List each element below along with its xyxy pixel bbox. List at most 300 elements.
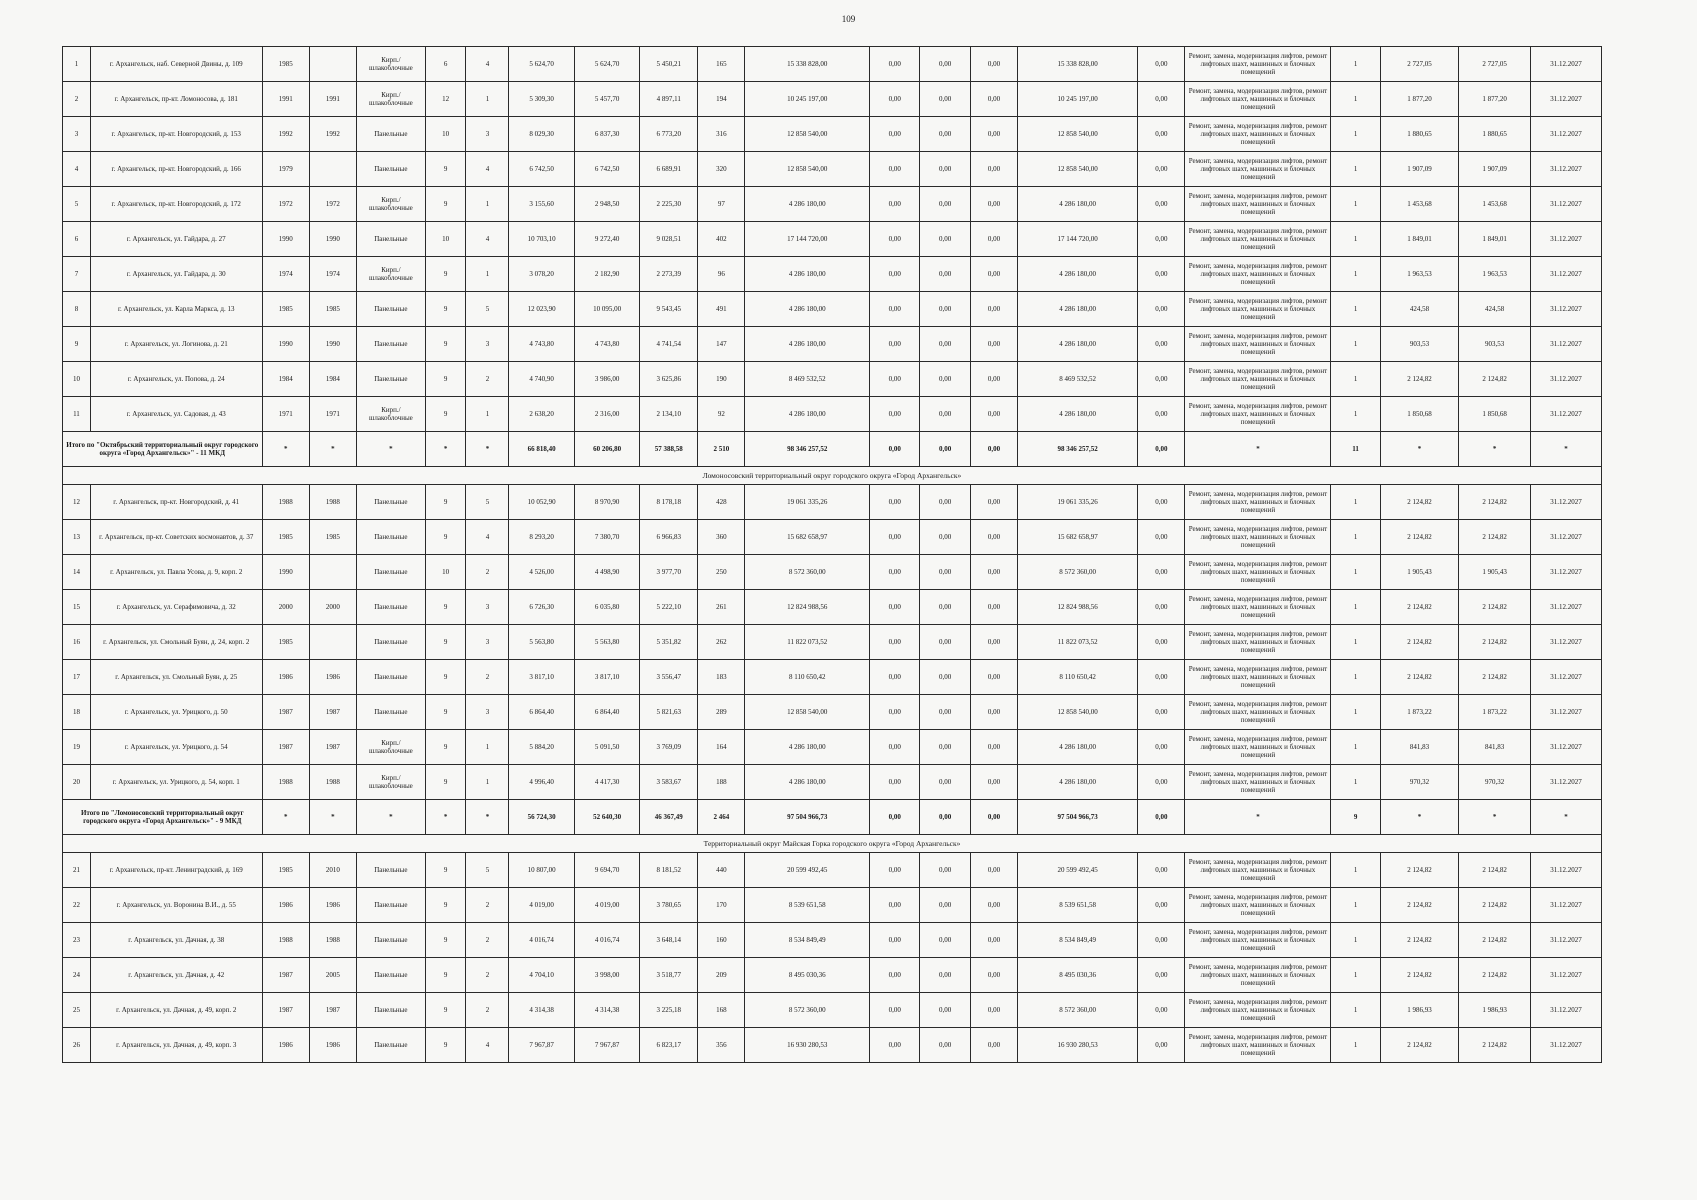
build-year-cell: 1987 bbox=[262, 993, 309, 1028]
build-year-cell: 1988 bbox=[262, 485, 309, 520]
unit-cost-cell: 1 849,01 bbox=[1380, 222, 1458, 257]
table-row bbox=[63, 853, 1602, 888]
renovation-year-cell: 1987 bbox=[309, 695, 356, 730]
quantity-cell: 1 bbox=[1331, 590, 1380, 625]
total-cost-cell: 12 858 540,00 bbox=[745, 695, 869, 730]
residents-cell: 190 bbox=[698, 362, 745, 397]
unit-cost-cell: 2 727,05 bbox=[1380, 47, 1458, 82]
fund-cell: 0,00 bbox=[869, 923, 919, 958]
completion-date-cell: 31.12.2027 bbox=[1531, 1028, 1602, 1063]
residential-area-cell: 3 625,86 bbox=[640, 362, 698, 397]
residential-area-cell: 9 543,45 bbox=[640, 292, 698, 327]
regional-budget-cell: 0,00 bbox=[920, 397, 970, 432]
local-budget-cell: 0,00 bbox=[970, 520, 1017, 555]
placeholder-mark: * bbox=[425, 432, 466, 467]
renovation-year-cell: 1986 bbox=[309, 1028, 356, 1063]
wall-material-cell: Панельные bbox=[357, 695, 426, 730]
fund-cell: 0,00 bbox=[869, 730, 919, 765]
residential-area-cell: 9 028,51 bbox=[640, 222, 698, 257]
regional-budget-cell: 0,00 bbox=[920, 590, 970, 625]
local-budget-cell: 0,00 bbox=[970, 765, 1017, 800]
owners-funds-cell: 12 824 988,56 bbox=[1018, 590, 1138, 625]
section-title: Территориальный округ Майская Горка городского округа «Город Архангельск» bbox=[63, 835, 1602, 853]
section-header-row bbox=[63, 835, 1602, 853]
renovation-year-cell: 1990 bbox=[309, 222, 356, 257]
other-funds-cell: 0,00 bbox=[1138, 485, 1185, 520]
wall-material-cell: Панельные bbox=[357, 327, 426, 362]
total-s2-cell: 52 640,30 bbox=[574, 800, 639, 835]
unit-cost-cell: 1 877,20 bbox=[1380, 82, 1458, 117]
unit-cost-cell: 2 124,82 bbox=[1380, 520, 1458, 555]
premises-area-cell: 6 864,40 bbox=[574, 695, 639, 730]
placeholder-mark: * bbox=[1380, 432, 1458, 467]
unit-cost-cell: 2 124,82 bbox=[1380, 485, 1458, 520]
residents-cell: 164 bbox=[698, 730, 745, 765]
residents-cell: 320 bbox=[698, 152, 745, 187]
total-cost-cell: 4 286 180,00 bbox=[745, 397, 869, 432]
local-budget-cell: 0,00 bbox=[970, 222, 1017, 257]
quantity-cell: 1 bbox=[1331, 765, 1380, 800]
max-unit-cost-cell: 2 124,82 bbox=[1459, 923, 1531, 958]
max-unit-cost-cell: 1 880,65 bbox=[1459, 117, 1531, 152]
placeholder-mark: * bbox=[1459, 800, 1531, 835]
renovation-year-cell: 1988 bbox=[309, 765, 356, 800]
work-type-cell: Ремонт, замена, модернизация лифтов, ремонт лифтовых шахт, машинных и блочных помещений bbox=[1185, 958, 1331, 993]
floors-cell: 9 bbox=[425, 397, 466, 432]
regional-budget-cell: 0,00 bbox=[920, 660, 970, 695]
table-row bbox=[63, 187, 1602, 222]
renovation-year-cell: 1991 bbox=[309, 82, 356, 117]
fund-cell: 0,00 bbox=[869, 222, 919, 257]
table-row bbox=[63, 485, 1602, 520]
work-type-cell: Ремонт, замена, модернизация лифтов, ремонт лифтовых шахт, машинных и блочных помещений bbox=[1185, 327, 1331, 362]
address-cell: г. Архангельск, наб. Северной Двины, д. 109 bbox=[90, 47, 262, 82]
regional-budget-cell: 0,00 bbox=[920, 222, 970, 257]
local-budget-cell: 0,00 bbox=[970, 625, 1017, 660]
residents-cell: 194 bbox=[698, 82, 745, 117]
max-unit-cost-cell: 1 873,22 bbox=[1459, 695, 1531, 730]
row-number: 20 bbox=[63, 765, 91, 800]
work-type-cell: Ремонт, замена, модернизация лифтов, ремонт лифтовых шахт, машинных и блочных помещений bbox=[1185, 292, 1331, 327]
renovation-year-cell: 1986 bbox=[309, 660, 356, 695]
entrances-cell: 1 bbox=[466, 765, 509, 800]
floors-cell: 9 bbox=[425, 625, 466, 660]
residential-area-cell: 2 273,39 bbox=[640, 257, 698, 292]
total-cost-cell: 8 572 360,00 bbox=[745, 555, 869, 590]
local-budget-cell: 0,00 bbox=[970, 187, 1017, 222]
residential-area-cell: 2 225,30 bbox=[640, 187, 698, 222]
unit-cost-cell: 1 963,53 bbox=[1380, 257, 1458, 292]
entrances-cell: 3 bbox=[466, 625, 509, 660]
local-budget-cell: 0,00 bbox=[970, 82, 1017, 117]
housing-repair-table bbox=[62, 46, 1602, 1063]
row-number: 7 bbox=[63, 257, 91, 292]
address-cell: г. Архангельск, ул. Дачная, д. 49, корп. 2 bbox=[90, 993, 262, 1028]
address-cell: г. Архангельск, ул. Гайдара, д. 27 bbox=[90, 222, 262, 257]
row-number: 11 bbox=[63, 397, 91, 432]
row-number: 21 bbox=[63, 853, 91, 888]
premises-area-cell: 4 498,90 bbox=[574, 555, 639, 590]
local-budget-cell: 0,00 bbox=[970, 257, 1017, 292]
completion-date-cell: 31.12.2027 bbox=[1531, 695, 1602, 730]
renovation-year-cell: 1974 bbox=[309, 257, 356, 292]
residents-cell: 96 bbox=[698, 257, 745, 292]
total-z3-cell: 0,00 bbox=[970, 800, 1017, 835]
work-type-cell: Ремонт, замена, модернизация лифтов, ремонт лифтовых шахт, машинных и блочных помещений bbox=[1185, 555, 1331, 590]
total-cost-cell: 4 286 180,00 bbox=[745, 327, 869, 362]
unit-cost-cell: 1 905,43 bbox=[1380, 555, 1458, 590]
owners-funds-cell: 11 822 073,52 bbox=[1018, 625, 1138, 660]
total-sum-cell: 97 504 966,73 bbox=[745, 800, 869, 835]
local-budget-cell: 0,00 bbox=[970, 730, 1017, 765]
completion-date-cell: 31.12.2027 bbox=[1531, 292, 1602, 327]
renovation-year-cell bbox=[309, 152, 356, 187]
regional-budget-cell: 0,00 bbox=[920, 625, 970, 660]
total-cost-cell: 10 245 197,00 bbox=[745, 82, 869, 117]
total-cost-cell: 15 338 828,00 bbox=[745, 47, 869, 82]
wall-material-cell: Кирп./ шлакоблочные bbox=[357, 730, 426, 765]
entrances-cell: 2 bbox=[466, 660, 509, 695]
renovation-year-cell: 1971 bbox=[309, 397, 356, 432]
address-cell: г. Архангельск, ул. Урицкого, д. 50 bbox=[90, 695, 262, 730]
other-funds-cell: 0,00 bbox=[1138, 555, 1185, 590]
total-cost-cell: 4 286 180,00 bbox=[745, 292, 869, 327]
owners-funds-cell: 12 858 540,00 bbox=[1018, 117, 1138, 152]
premises-area-cell: 2 948,50 bbox=[574, 187, 639, 222]
build-year-cell: 1986 bbox=[262, 660, 309, 695]
quantity-cell: 1 bbox=[1331, 82, 1380, 117]
residents-cell: 165 bbox=[698, 47, 745, 82]
max-unit-cost-cell: 841,83 bbox=[1459, 730, 1531, 765]
residents-cell: 168 bbox=[698, 993, 745, 1028]
other-funds-cell: 0,00 bbox=[1138, 397, 1185, 432]
placeholder-mark: * bbox=[466, 432, 509, 467]
total-cost-cell: 19 061 335,26 bbox=[745, 485, 869, 520]
renovation-year-cell: 1992 bbox=[309, 117, 356, 152]
wall-material-cell: Кирп./ шлакоблочные bbox=[357, 187, 426, 222]
address-cell: г. Архангельск, пр-кт. Ломоносова, д. 181 bbox=[90, 82, 262, 117]
total-z4-cell: 0,00 bbox=[1138, 432, 1185, 467]
renovation-year-cell: 1972 bbox=[309, 187, 356, 222]
row-number: 24 bbox=[63, 958, 91, 993]
owners-funds-cell: 12 858 540,00 bbox=[1018, 152, 1138, 187]
fund-cell: 0,00 bbox=[869, 695, 919, 730]
renovation-year-cell: 1988 bbox=[309, 923, 356, 958]
owners-funds-cell: 4 286 180,00 bbox=[1018, 292, 1138, 327]
total-area-cell: 4 704,10 bbox=[509, 958, 574, 993]
completion-date-cell: 31.12.2027 bbox=[1531, 958, 1602, 993]
owners-funds-cell: 8 572 360,00 bbox=[1018, 993, 1138, 1028]
residential-area-cell: 4 897,11 bbox=[640, 82, 698, 117]
other-funds-cell: 0,00 bbox=[1138, 993, 1185, 1028]
other-funds-cell: 0,00 bbox=[1138, 520, 1185, 555]
residents-cell: 92 bbox=[698, 397, 745, 432]
unit-cost-cell: 2 124,82 bbox=[1380, 958, 1458, 993]
owners-funds-cell: 8 110 650,42 bbox=[1018, 660, 1138, 695]
regional-budget-cell: 0,00 bbox=[920, 730, 970, 765]
table-row bbox=[63, 695, 1602, 730]
local-budget-cell: 0,00 bbox=[970, 117, 1017, 152]
local-budget-cell: 0,00 bbox=[970, 292, 1017, 327]
work-type-cell: Ремонт, замена, модернизация лифтов, ремонт лифтовых шахт, машинных и блочных помещений bbox=[1185, 47, 1331, 82]
row-number: 17 bbox=[63, 660, 91, 695]
completion-date-cell: 31.12.2027 bbox=[1531, 257, 1602, 292]
max-unit-cost-cell: 1 453,68 bbox=[1459, 187, 1531, 222]
local-budget-cell: 0,00 bbox=[970, 923, 1017, 958]
regional-budget-cell: 0,00 bbox=[920, 47, 970, 82]
other-funds-cell: 0,00 bbox=[1138, 730, 1185, 765]
placeholder-mark: * bbox=[357, 432, 426, 467]
residents-cell: 440 bbox=[698, 853, 745, 888]
build-year-cell: 1979 bbox=[262, 152, 309, 187]
residential-area-cell: 3 518,77 bbox=[640, 958, 698, 993]
regional-budget-cell: 0,00 bbox=[920, 993, 970, 1028]
total-s1-cell: 66 818,40 bbox=[509, 432, 574, 467]
local-budget-cell: 0,00 bbox=[970, 485, 1017, 520]
entrances-cell: 4 bbox=[466, 222, 509, 257]
renovation-year-cell bbox=[309, 47, 356, 82]
address-cell: г. Архангельск, ул. Карла Маркса, д. 13 bbox=[90, 292, 262, 327]
address-cell: г. Архангельск, ул. Смольный Буян, д. 24, корп. 2 bbox=[90, 625, 262, 660]
regional-budget-cell: 0,00 bbox=[920, 292, 970, 327]
unit-cost-cell: 970,32 bbox=[1380, 765, 1458, 800]
premises-area-cell: 2 316,00 bbox=[574, 397, 639, 432]
total-s3-cell: 57 388,58 bbox=[640, 432, 698, 467]
owners-funds-cell: 4 286 180,00 bbox=[1018, 397, 1138, 432]
renovation-year-cell: 2010 bbox=[309, 853, 356, 888]
max-unit-cost-cell: 424,58 bbox=[1459, 292, 1531, 327]
total-cost-cell: 12 824 988,56 bbox=[745, 590, 869, 625]
completion-date-cell: 31.12.2027 bbox=[1531, 625, 1602, 660]
completion-date-cell: 31.12.2027 bbox=[1531, 485, 1602, 520]
fund-cell: 0,00 bbox=[869, 625, 919, 660]
local-budget-cell: 0,00 bbox=[970, 362, 1017, 397]
residential-area-cell: 3 780,65 bbox=[640, 888, 698, 923]
owners-funds-cell: 4 286 180,00 bbox=[1018, 765, 1138, 800]
total-area-cell: 2 638,20 bbox=[509, 397, 574, 432]
renovation-year-cell: 1987 bbox=[309, 730, 356, 765]
build-year-cell: 1985 bbox=[262, 625, 309, 660]
total-label: Итого по "Октябрьский территориальный округ городского округа «Город Архангельск»" - 11 МКД bbox=[63, 432, 263, 467]
placeholder-mark: * bbox=[1185, 800, 1331, 835]
placeholder-mark: * bbox=[309, 432, 356, 467]
entrances-cell: 5 bbox=[466, 853, 509, 888]
floors-cell: 9 bbox=[425, 1028, 466, 1063]
total-area-cell: 12 023,90 bbox=[509, 292, 574, 327]
total-area-cell: 10 052,90 bbox=[509, 485, 574, 520]
total-area-cell: 4 996,40 bbox=[509, 765, 574, 800]
address-cell: г. Архангельск, ул. Серафимовича, д. 32 bbox=[90, 590, 262, 625]
build-year-cell: 1987 bbox=[262, 958, 309, 993]
row-number: 9 bbox=[63, 327, 91, 362]
max-unit-cost-cell: 1 963,53 bbox=[1459, 257, 1531, 292]
other-funds-cell: 0,00 bbox=[1138, 362, 1185, 397]
max-unit-cost-cell: 2 124,82 bbox=[1459, 520, 1531, 555]
total-area-cell: 7 967,87 bbox=[509, 1028, 574, 1063]
premises-area-cell: 8 970,90 bbox=[574, 485, 639, 520]
table-row bbox=[63, 730, 1602, 765]
entrances-cell: 1 bbox=[466, 82, 509, 117]
residential-area-cell: 4 741,54 bbox=[640, 327, 698, 362]
residential-area-cell: 2 134,10 bbox=[640, 397, 698, 432]
table-body bbox=[63, 47, 1602, 1063]
total-cost-cell: 12 858 540,00 bbox=[745, 117, 869, 152]
table-row bbox=[63, 765, 1602, 800]
floors-cell: 9 bbox=[425, 292, 466, 327]
total-area-cell: 4 314,38 bbox=[509, 993, 574, 1028]
work-type-cell: Ремонт, замена, модернизация лифтов, ремонт лифтовых шахт, машинных и блочных помещений bbox=[1185, 695, 1331, 730]
total-area-cell: 5 624,70 bbox=[509, 47, 574, 82]
build-year-cell: 1972 bbox=[262, 187, 309, 222]
regional-budget-cell: 0,00 bbox=[920, 82, 970, 117]
unit-cost-cell: 2 124,82 bbox=[1380, 590, 1458, 625]
address-cell: г. Архангельск, ул. Дачная, д. 49, корп. 3 bbox=[90, 1028, 262, 1063]
fund-cell: 0,00 bbox=[869, 520, 919, 555]
residential-area-cell: 3 583,67 bbox=[640, 765, 698, 800]
work-type-cell: Ремонт, замена, модернизация лифтов, ремонт лифтовых шахт, машинных и блочных помещений bbox=[1185, 82, 1331, 117]
regional-budget-cell: 0,00 bbox=[920, 888, 970, 923]
total-cost-cell: 8 572 360,00 bbox=[745, 993, 869, 1028]
wall-material-cell: Панельные bbox=[357, 292, 426, 327]
total-cost-cell: 17 144 720,00 bbox=[745, 222, 869, 257]
placeholder-mark: * bbox=[1459, 432, 1531, 467]
total-area-cell: 6 726,30 bbox=[509, 590, 574, 625]
regional-budget-cell: 0,00 bbox=[920, 853, 970, 888]
fund-cell: 0,00 bbox=[869, 555, 919, 590]
build-year-cell: 1971 bbox=[262, 397, 309, 432]
unit-cost-cell: 2 124,82 bbox=[1380, 660, 1458, 695]
table-row bbox=[63, 958, 1602, 993]
address-cell: г. Архангельск, пр-кт. Ленинградский, д. 169 bbox=[90, 853, 262, 888]
wall-material-cell: Панельные bbox=[357, 923, 426, 958]
owners-funds-cell: 4 286 180,00 bbox=[1018, 327, 1138, 362]
placeholder-mark: * bbox=[262, 432, 309, 467]
page-number: 109 bbox=[841, 14, 856, 24]
placeholder-mark: * bbox=[1531, 800, 1602, 835]
completion-date-cell: 31.12.2027 bbox=[1531, 187, 1602, 222]
other-funds-cell: 0,00 bbox=[1138, 222, 1185, 257]
completion-date-cell: 31.12.2027 bbox=[1531, 555, 1602, 590]
max-unit-cost-cell: 1 986,93 bbox=[1459, 993, 1531, 1028]
wall-material-cell: Кирп./ шлакоблочные bbox=[357, 765, 426, 800]
residents-cell: 250 bbox=[698, 555, 745, 590]
max-unit-cost-cell: 2 124,82 bbox=[1459, 958, 1531, 993]
work-type-cell: Ремонт, замена, модернизация лифтов, ремонт лифтовых шахт, машинных и блочных помещений bbox=[1185, 257, 1331, 292]
build-year-cell: 2000 bbox=[262, 590, 309, 625]
entrances-cell: 2 bbox=[466, 888, 509, 923]
build-year-cell: 1987 bbox=[262, 730, 309, 765]
wall-material-cell: Панельные bbox=[357, 362, 426, 397]
owners-funds-cell: 12 858 540,00 bbox=[1018, 695, 1138, 730]
total-z2-cell: 0,00 bbox=[920, 432, 970, 467]
quantity-cell: 1 bbox=[1331, 555, 1380, 590]
wall-material-cell: Кирп./ шлакоблочные bbox=[357, 47, 426, 82]
floors-cell: 9 bbox=[425, 993, 466, 1028]
total-cost-cell: 4 286 180,00 bbox=[745, 257, 869, 292]
quantity-cell: 1 bbox=[1331, 397, 1380, 432]
owners-funds-cell: 4 286 180,00 bbox=[1018, 730, 1138, 765]
build-year-cell: 1985 bbox=[262, 520, 309, 555]
max-unit-cost-cell: 970,32 bbox=[1459, 765, 1531, 800]
quantity-cell: 1 bbox=[1331, 222, 1380, 257]
table-row bbox=[63, 660, 1602, 695]
build-year-cell: 1990 bbox=[262, 555, 309, 590]
total-area-cell: 4 743,80 bbox=[509, 327, 574, 362]
table-row bbox=[63, 520, 1602, 555]
total-s3-cell: 46 367,49 bbox=[640, 800, 698, 835]
work-type-cell: Ремонт, замена, модернизация лифтов, ремонт лифтовых шахт, машинных и блочных помещений bbox=[1185, 187, 1331, 222]
floors-cell: 9 bbox=[425, 257, 466, 292]
unit-cost-cell: 841,83 bbox=[1380, 730, 1458, 765]
entrances-cell: 5 bbox=[466, 292, 509, 327]
build-year-cell: 1992 bbox=[262, 117, 309, 152]
residential-area-cell: 3 225,18 bbox=[640, 993, 698, 1028]
completion-date-cell: 31.12.2027 bbox=[1531, 923, 1602, 958]
entrances-cell: 3 bbox=[466, 117, 509, 152]
other-funds-cell: 0,00 bbox=[1138, 82, 1185, 117]
renovation-year-cell: 1984 bbox=[309, 362, 356, 397]
table-row bbox=[63, 993, 1602, 1028]
max-unit-cost-cell: 1 907,09 bbox=[1459, 152, 1531, 187]
other-funds-cell: 0,00 bbox=[1138, 292, 1185, 327]
completion-date-cell: 31.12.2027 bbox=[1531, 765, 1602, 800]
quantity-cell: 1 bbox=[1331, 485, 1380, 520]
total-cost-cell: 8 469 532,52 bbox=[745, 362, 869, 397]
table-row bbox=[63, 47, 1602, 82]
work-type-cell: Ремонт, замена, модернизация лифтов, ремонт лифтовых шахт, машинных и блочных помещений bbox=[1185, 222, 1331, 257]
completion-date-cell: 31.12.2027 bbox=[1531, 82, 1602, 117]
address-cell: г. Архангельск, ул. Попова, д. 24 bbox=[90, 362, 262, 397]
work-type-cell: Ремонт, замена, модернизация лифтов, ремонт лифтовых шахт, машинных и блочных помещений bbox=[1185, 660, 1331, 695]
fund-cell: 0,00 bbox=[869, 485, 919, 520]
total-quantity-cell: 11 bbox=[1331, 432, 1380, 467]
total-area-cell: 8 029,30 bbox=[509, 117, 574, 152]
unit-cost-cell: 1 850,68 bbox=[1380, 397, 1458, 432]
premises-area-cell: 4 314,38 bbox=[574, 993, 639, 1028]
row-number: 19 bbox=[63, 730, 91, 765]
other-funds-cell: 0,00 bbox=[1138, 327, 1185, 362]
local-budget-cell: 0,00 bbox=[970, 695, 1017, 730]
renovation-year-cell: 2005 bbox=[309, 958, 356, 993]
fund-cell: 0,00 bbox=[869, 397, 919, 432]
fund-cell: 0,00 bbox=[869, 958, 919, 993]
renovation-year-cell: 1986 bbox=[309, 888, 356, 923]
regional-budget-cell: 0,00 bbox=[920, 1028, 970, 1063]
max-unit-cost-cell: 2 124,82 bbox=[1459, 888, 1531, 923]
address-cell: г. Архангельск, ул. Павла Усова, д. 9, корп. 2 bbox=[90, 555, 262, 590]
regional-budget-cell: 0,00 bbox=[920, 923, 970, 958]
quantity-cell: 1 bbox=[1331, 730, 1380, 765]
address-cell: г. Архангельск, пр-кт. Новгородский, д. 41 bbox=[90, 485, 262, 520]
floors-cell: 9 bbox=[425, 520, 466, 555]
row-number: 22 bbox=[63, 888, 91, 923]
residents-cell: 188 bbox=[698, 765, 745, 800]
residential-area-cell: 5 450,21 bbox=[640, 47, 698, 82]
wall-material-cell: Панельные bbox=[357, 853, 426, 888]
unit-cost-cell: 2 124,82 bbox=[1380, 853, 1458, 888]
regional-budget-cell: 0,00 bbox=[920, 520, 970, 555]
max-unit-cost-cell: 2 124,82 bbox=[1459, 590, 1531, 625]
total-z4-cell: 0,00 bbox=[1138, 800, 1185, 835]
quantity-cell: 1 bbox=[1331, 292, 1380, 327]
placeholder-mark: * bbox=[1531, 432, 1602, 467]
wall-material-cell: Панельные bbox=[357, 993, 426, 1028]
placeholder-mark: * bbox=[1185, 432, 1331, 467]
wall-material-cell: Панельные bbox=[357, 222, 426, 257]
max-unit-cost-cell: 1 877,20 bbox=[1459, 82, 1531, 117]
residential-area-cell: 6 773,20 bbox=[640, 117, 698, 152]
wall-material-cell: Кирп./ шлакоблочные bbox=[357, 397, 426, 432]
